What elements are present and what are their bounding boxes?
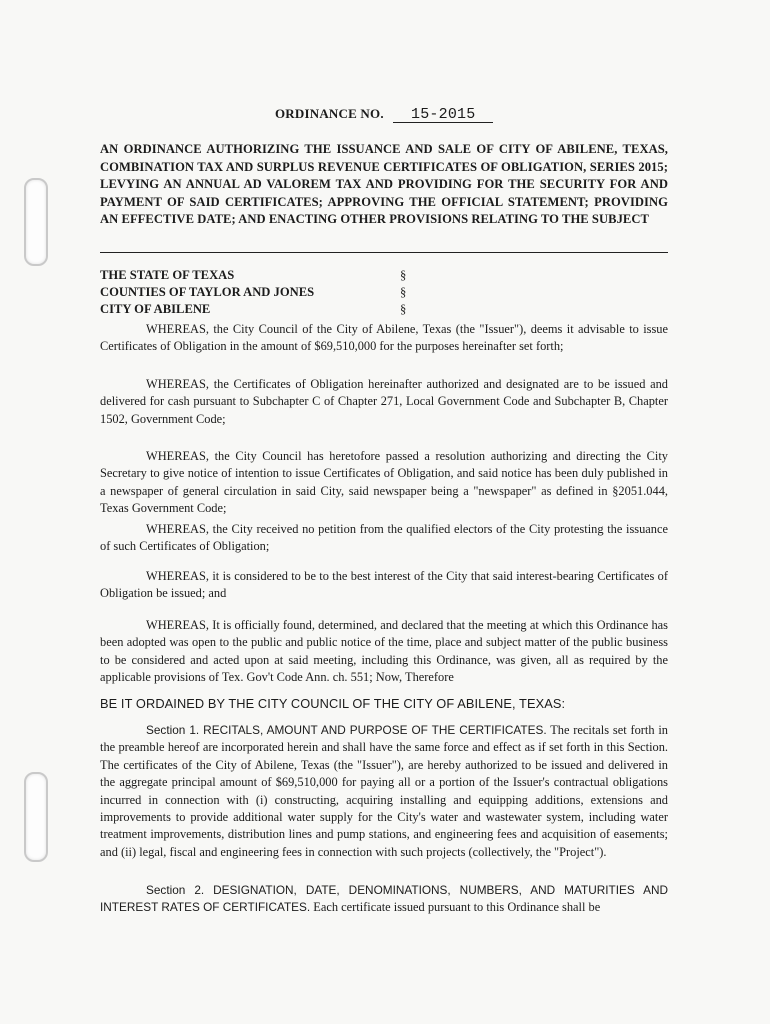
section-title: Section 1. RECITALS, AMOUNT AND PURPOSE OF THE CERTIFICATES. (146, 723, 547, 737)
section-title: Section 2. DESIGNATION, DATE, DENOMINATIONS, NUMBERS, AND MATURITIES AND INTEREST RATES OF CERTIFICATES. (100, 883, 668, 915)
ordinance-caption: AN ORDINANCE AUTHORIZING THE ISSUANCE AND SALE OF CITY OF ABILENE, TEXAS, COMBINATION TAX AND SURPLUS REVENUE CERTIFICATES OF OBLIGATION, SERIES 2015; LEVYING AN ANNUAL AD VALOREM TAX AND PROVIDING FOR THE SECURITY FOR AND PAYMENT OF SAID CERTIFICATES; APPROVING THE OFFICIAL STATEMENT; PROVIDING AN EFFECTIVE DATE; AND ENACTING OTHER PROVISIONS RELATING TO THE SUBJECT (100, 142, 668, 227)
jurisdiction-row (100, 284, 420, 301)
jurisdiction-label: THE STATE OF TEXAS (100, 268, 235, 282)
caption-divider (100, 252, 668, 253)
section-paragraph (100, 722, 668, 861)
section-body: The recitals set forth in the preamble hereof are incorporated herein and shall have the same force and effect as if set forth in this Section. The certificates of the City of Abilene, Texas (the "Issuer"), are hereby authorized to be issued and delivered in the aggregate principal amount of $69,510,000 for paying all or a portion of the Issuer's contractual obligations incurred in connection with (i) constructing, acquiring installing and equipping additions, extensions and improvements to provide additional water supply for the City's water and wastewater system, including water treatment improvements, distribution lines and pump stations, and engineering fees and acquisition of easements; and (ii) legal, fiscal and engineering fees in connection with such projects (collectively, the "Project"). (100, 723, 668, 859)
whereas-paragraph: WHEREAS, the City Council has heretofore passed a resolution authorizing and directing the City Secretary to give notice of intention to issue Certificates of Obligation, and said notice has been duly published in a newspaper of general circulation in said City, said newspaper being a "newspaper" as defined in §2051.044, Texas Government Code; (100, 449, 668, 516)
jurisdiction-row (100, 301, 420, 318)
whereas-paragraph: WHEREAS, It is officially found, determined, and declared that the meeting at which this Ordinance has been adopted was open to the public and public notice of the time, place and subject matter of the public business to be considered and acted upon at said meeting, including this Ordinance, was given, all as required by the applicable provisions of Tex. Gov't Code Ann. ch. 551; Now, Therefore (100, 618, 668, 685)
section-symbol: § (400, 285, 407, 299)
section-body: Each certificate issued pursuant to this Ordinance shall be (310, 900, 601, 915)
jurisdiction-block (100, 267, 420, 318)
enacting-clause: BE IT ORDAINED BY THE CITY COUNCIL OF THE CITY OF ABILENE, TEXAS: (100, 696, 566, 711)
ordinance-label: ORDINANCE NO. (275, 106, 384, 121)
whereas-paragraph: WHEREAS, the City Council of the City of Abilene, Texas (the "Issuer"), deems it advisable to issue Certificates of Obligation in the amount of $69,510,000 for the purposes hereinafter set forth; (100, 322, 668, 354)
jurisdiction-row (100, 267, 420, 284)
whereas-paragraph: WHEREAS, it is considered to be to the best interest of the City that said interest-bearing Certificates of Obligation be issued; and (100, 569, 668, 601)
section-symbol: § (400, 268, 407, 282)
jurisdiction-label: COUNTIES OF TAYLOR AND JONES (100, 285, 315, 299)
ordinance-number: 15-2015 (393, 107, 493, 123)
binder-punch-hole-bottom (24, 772, 48, 862)
section-paragraph (100, 882, 668, 917)
section-symbol: § (400, 302, 407, 316)
binder-punch-hole-top (24, 178, 48, 266)
whereas-paragraph: WHEREAS, the City received no petition from the qualified electors of the City protesting the issuance of such Certificates of Obligation; (100, 522, 668, 554)
whereas-paragraph: WHEREAS, the Certificates of Obligation hereinafter authorized and designated are to be issued and delivered for cash pursuant to Subchapter C of Chapter 271, Local Government Code and Subchapter B, Chapter 1502, Government Code; (100, 377, 668, 426)
ordinance-number-line (275, 106, 493, 123)
jurisdiction-label: CITY OF ABILENE (100, 302, 211, 316)
